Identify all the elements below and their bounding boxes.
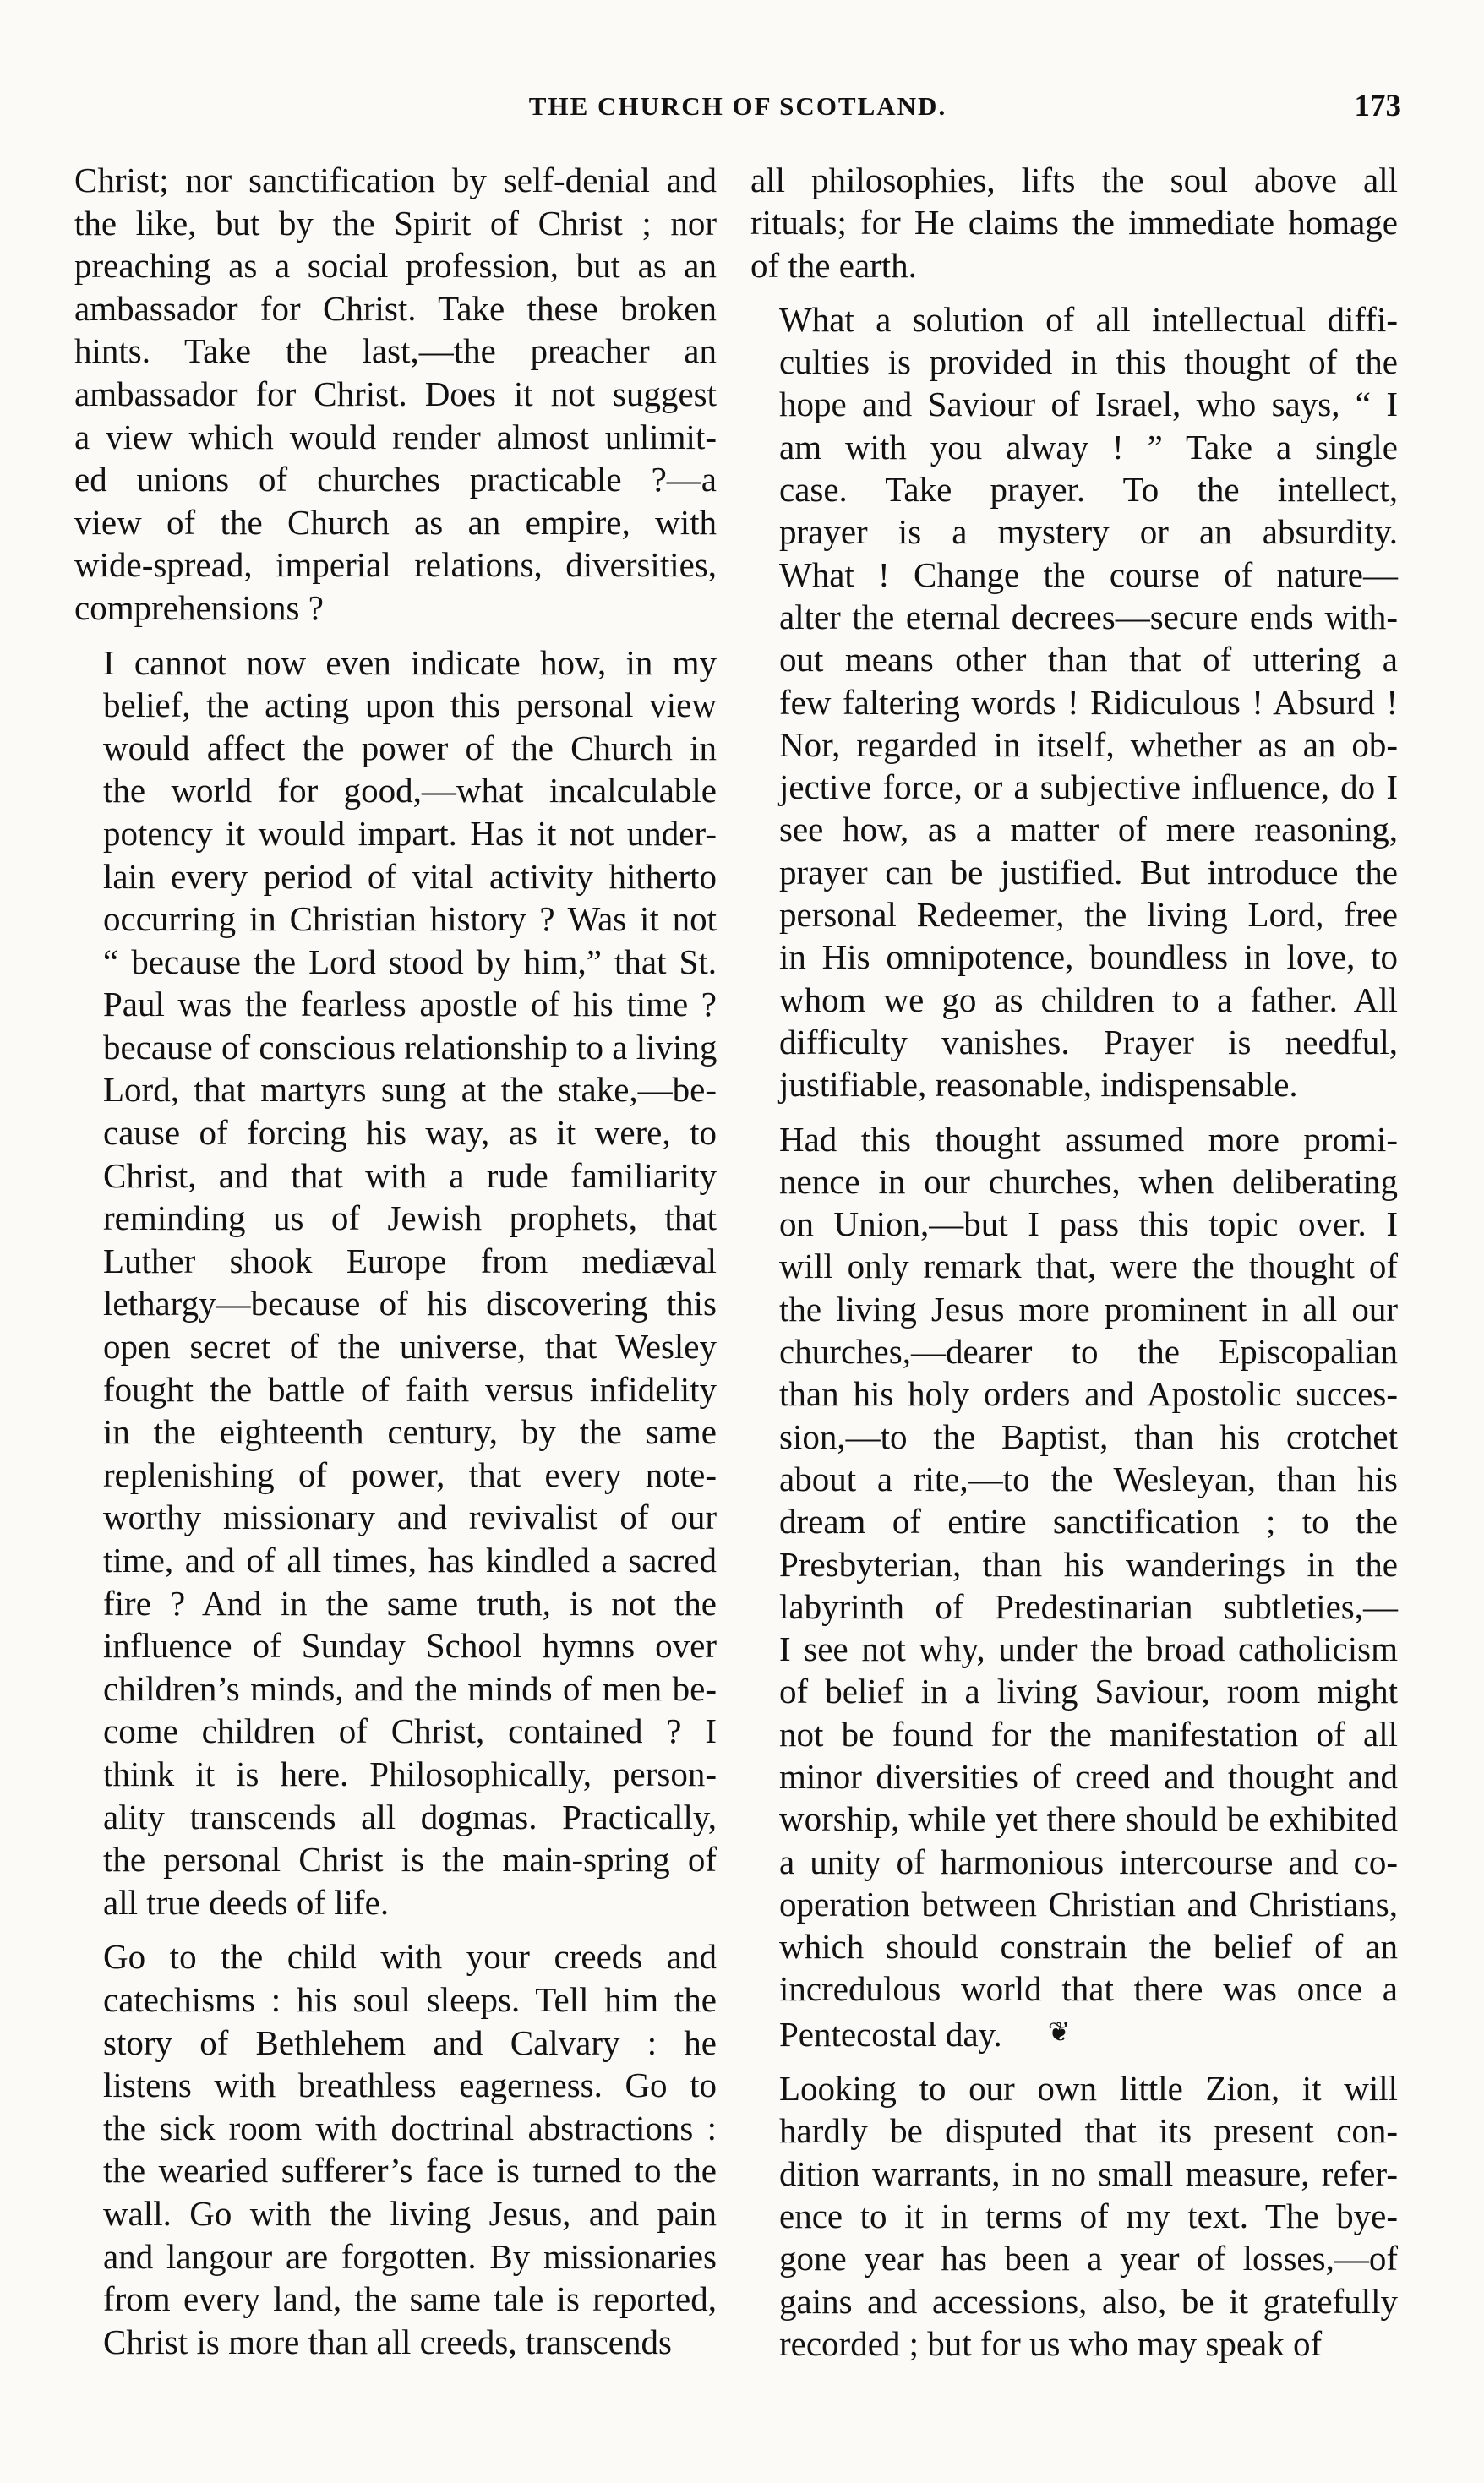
text-line: a view which would render almost unlimit- (74, 417, 717, 456)
text-line: on Union,—but I pass this topic over. I (779, 1204, 1398, 1244)
text-line: of the earth. (750, 245, 917, 285)
text-line: replenishing of power, that every note- (103, 1454, 717, 1494)
text-line: nence in our churches, when deliberating (779, 1161, 1398, 1201)
text-line: come children of Christ, contained ? I (103, 1711, 717, 1751)
text-line: see how, as a matter of mere reasoning, (779, 810, 1398, 849)
text-line: gains and accessions, also, be it gratefully (779, 2281, 1398, 2321)
text-line: justifiable, reasonable, indispensable. (779, 1065, 1298, 1105)
page-number: 173 (1354, 89, 1401, 123)
text-line: recorded ; but for us who may speak of (779, 2323, 1323, 2363)
text-line: whom we go as children to a father. All (779, 980, 1398, 1019)
text-line: influence of Sunday School hymns over (103, 1626, 717, 1666)
paragraph (750, 159, 1398, 286)
text-line: think it is here. Philosophically, person- (103, 1754, 717, 1793)
text-line: sion,—to the Baptist, than his crotchet (779, 1416, 1398, 1456)
text-line: of belief in a living Saviour, room might (779, 1672, 1398, 1711)
text-line: Pentecostal day. ❦ (750, 2011, 1398, 2055)
text-line: Christ, and that with a rude familiarity (103, 1155, 717, 1195)
text-line: Nor, regarded in itself, whether as an ob- (779, 724, 1398, 764)
text-line: because of conscious relationship to a living (103, 1027, 717, 1067)
text-line: preaching as a social profession, but as an (74, 246, 717, 286)
text-line: gone year has been a year of losses,—of (779, 2239, 1398, 2278)
text-line: hope and Saviour of Israel, who says, “ I (779, 385, 1398, 424)
text-line: Christ; nor sanctification by self-denial and (74, 161, 717, 199)
text-line: Go to the child with your creeds and (103, 1937, 717, 1977)
text-line: I see not why, under the broad catholicism (779, 1629, 1398, 1669)
text-line: prayer can be justified. But introduce the (779, 852, 1398, 892)
text-line: Paul was the fearless apostle of his time ? (103, 985, 717, 1024)
text-line: hints. Take the last,—the preacher an (74, 331, 717, 371)
text-line: operation between Christian and Christians, (779, 1884, 1398, 1924)
text-line: dream of entire sanctification ; to the (779, 1502, 1398, 1542)
text-line: open secret of the universe, that Wesley (103, 1327, 717, 1367)
paragraph (74, 1935, 717, 2363)
text-line: would affect the power of the Church in (103, 728, 717, 767)
text-line: reminding us of Jewish prophets, that (103, 1198, 717, 1238)
text-line: prayer is a mystery or an absurdity. (779, 512, 1398, 552)
text-line: children’s minds, and the minds of men be- (103, 1668, 717, 1708)
text-line: What a solution of all intellectual diffi- (779, 299, 1398, 339)
text-line: all philosophies, lifts the soul above all (750, 161, 1398, 199)
text-line: Looking to our own little Zion, it will (779, 2069, 1398, 2109)
text-line: fire ? And in the same truth, is not the (103, 1583, 717, 1623)
text-line: Christ is more than all creeds, transcends (103, 2322, 672, 2361)
text-line: the wearied sufferer’s face is turned to the (103, 2151, 717, 2191)
text-line: out means other than that of uttering a (779, 640, 1398, 679)
text-line: fought the battle of faith versus infidelity (103, 1369, 717, 1409)
text-line: catechisms : his soul sleeps. Tell him the (103, 1979, 717, 2019)
text-line: What ! Change the course of nature— (779, 554, 1398, 594)
text-line: case. Take prayer. To the intellect, (779, 470, 1398, 510)
text-line: not be found for the manifestation of all (779, 1714, 1398, 1754)
text-line: incredulous world that there was once a (779, 1969, 1398, 2009)
text-line: lethargy—because of his discovering this (103, 1284, 717, 1323)
paragraph (74, 641, 717, 1924)
text-line: difficulty vanishes. Prayer is needful, (779, 1022, 1398, 1061)
text-line: in the eighteenth century, by the same (103, 1412, 717, 1452)
text-line: than his holy orders and Apostolic succes- (779, 1374, 1398, 1414)
text-line: lain every period of vital activity hitherto (103, 856, 717, 896)
text-line: time, and of all times, has kindled a sacred (103, 1541, 717, 1580)
text-line: rituals; for He claims the immediate homage (750, 203, 1398, 243)
text-line: about a rite,—to the Wesleyan, than his (779, 1459, 1398, 1498)
text-line: occurring in Christian history ? Was it not (103, 899, 717, 939)
text-line: ence to it in terms of my text. The bye- (779, 2196, 1398, 2235)
text-line: the living Jesus more prominent in all our (779, 1289, 1398, 1329)
text-line: wall. Go with the living Jesus, and pain (103, 2193, 717, 2233)
text-line: the sick room with doctrinal abstractions : (103, 2108, 717, 2147)
text-line: am with you alway ! ” Take a single (779, 427, 1398, 467)
text-line: the world for good,—what incalculable (103, 771, 717, 810)
text-line: listens with breathless eagerness. Go to (103, 2066, 717, 2105)
text-line: labyrinth of Predestinarian subtleties,— (779, 1586, 1398, 1626)
text-line: dition warrants, in no small measure, refer- (779, 2153, 1398, 2193)
text-line: Luther shook Europe from mediæval (103, 1241, 717, 1280)
text-line: view of the Church as an empire, with (74, 502, 717, 542)
text-line: Lord, that martyrs sung at the stake,—be- (103, 1070, 717, 1110)
text-line: I cannot now even indicate how, in my (103, 642, 717, 682)
text-line: wide-spread, imperial relations, diversities, (74, 545, 717, 585)
text-line: all true deeds of life. (103, 1882, 390, 1922)
text-line: Presbyterian, than his wanderings in the (779, 1544, 1398, 1584)
paragraph (750, 298, 1398, 1106)
text-line: the like, but by the Spirit of Christ ; nor (74, 203, 717, 243)
text-line: personal Redeemer, the living Lord, free (779, 895, 1398, 935)
text-line: will only remark that, were the thought of (779, 1247, 1398, 1286)
text-line: from every land, the same tale is reported, (103, 2279, 717, 2319)
text-line: hardly be disputed that its present con- (779, 2111, 1398, 2151)
text-line: ed unions of churches practicable ?—a (74, 460, 717, 499)
text-line: potency it would impart. Has it not under- (103, 813, 717, 853)
text-line: cause of forcing his way, as it were, to (103, 1113, 717, 1153)
text-line: ality transcends all dogmas. Practically, (103, 1797, 717, 1836)
text-line: comprehensions ? (74, 587, 324, 627)
paragraph (74, 159, 717, 630)
page-header (74, 91, 1401, 132)
text-line: culties is provided in this thought of the (779, 342, 1398, 382)
text-line: worthy missionary and revivalist of our (103, 1498, 717, 1537)
text-line: Had this thought assumed more promi- (779, 1119, 1398, 1159)
text-line: jective force, or a subjective influence, do I (779, 767, 1398, 807)
text-line: minor diversities of creed and thought and (779, 1756, 1398, 1796)
running-title: THE CHURCH OF SCOTLAND. (528, 91, 947, 121)
text-line: alter the eternal decrees—secure ends with- (779, 597, 1398, 636)
text-line: and langour are forgotten. By missionaries (103, 2236, 717, 2276)
paragraph (750, 1118, 1398, 2056)
text-line: story of Bethlehem and Calvary : he (103, 2022, 717, 2062)
text-line: churches,—dearer to the Episcopalian (779, 1332, 1398, 1372)
text-line: which should constrain the belief of an (779, 1927, 1398, 1967)
right-column (750, 159, 1398, 2365)
text-line: worship, while yet there should be exhibited (779, 1799, 1398, 1839)
paragraph (750, 2067, 1398, 2365)
text-line: in His omnipotence, boundless in love, to (779, 937, 1398, 977)
left-column (74, 159, 717, 2363)
text-line: a unity of harmonious intercourse and co- (779, 1842, 1398, 1881)
text-line: the personal Christ is the main-spring of (103, 1840, 717, 1880)
ornament-icon: ❦ (1047, 2016, 1071, 2047)
text-line: belief, the acting upon this personal view (103, 685, 717, 725)
text-line: “ because the Lord stood by him,” that St. (103, 941, 717, 981)
text-line: ambassador for Christ. Does it not suggest (74, 374, 717, 413)
text-line: ambassador for Christ. Take these broken (74, 288, 717, 328)
text-line: few faltering words ! Ridiculous ! Absurd ! (779, 682, 1398, 722)
